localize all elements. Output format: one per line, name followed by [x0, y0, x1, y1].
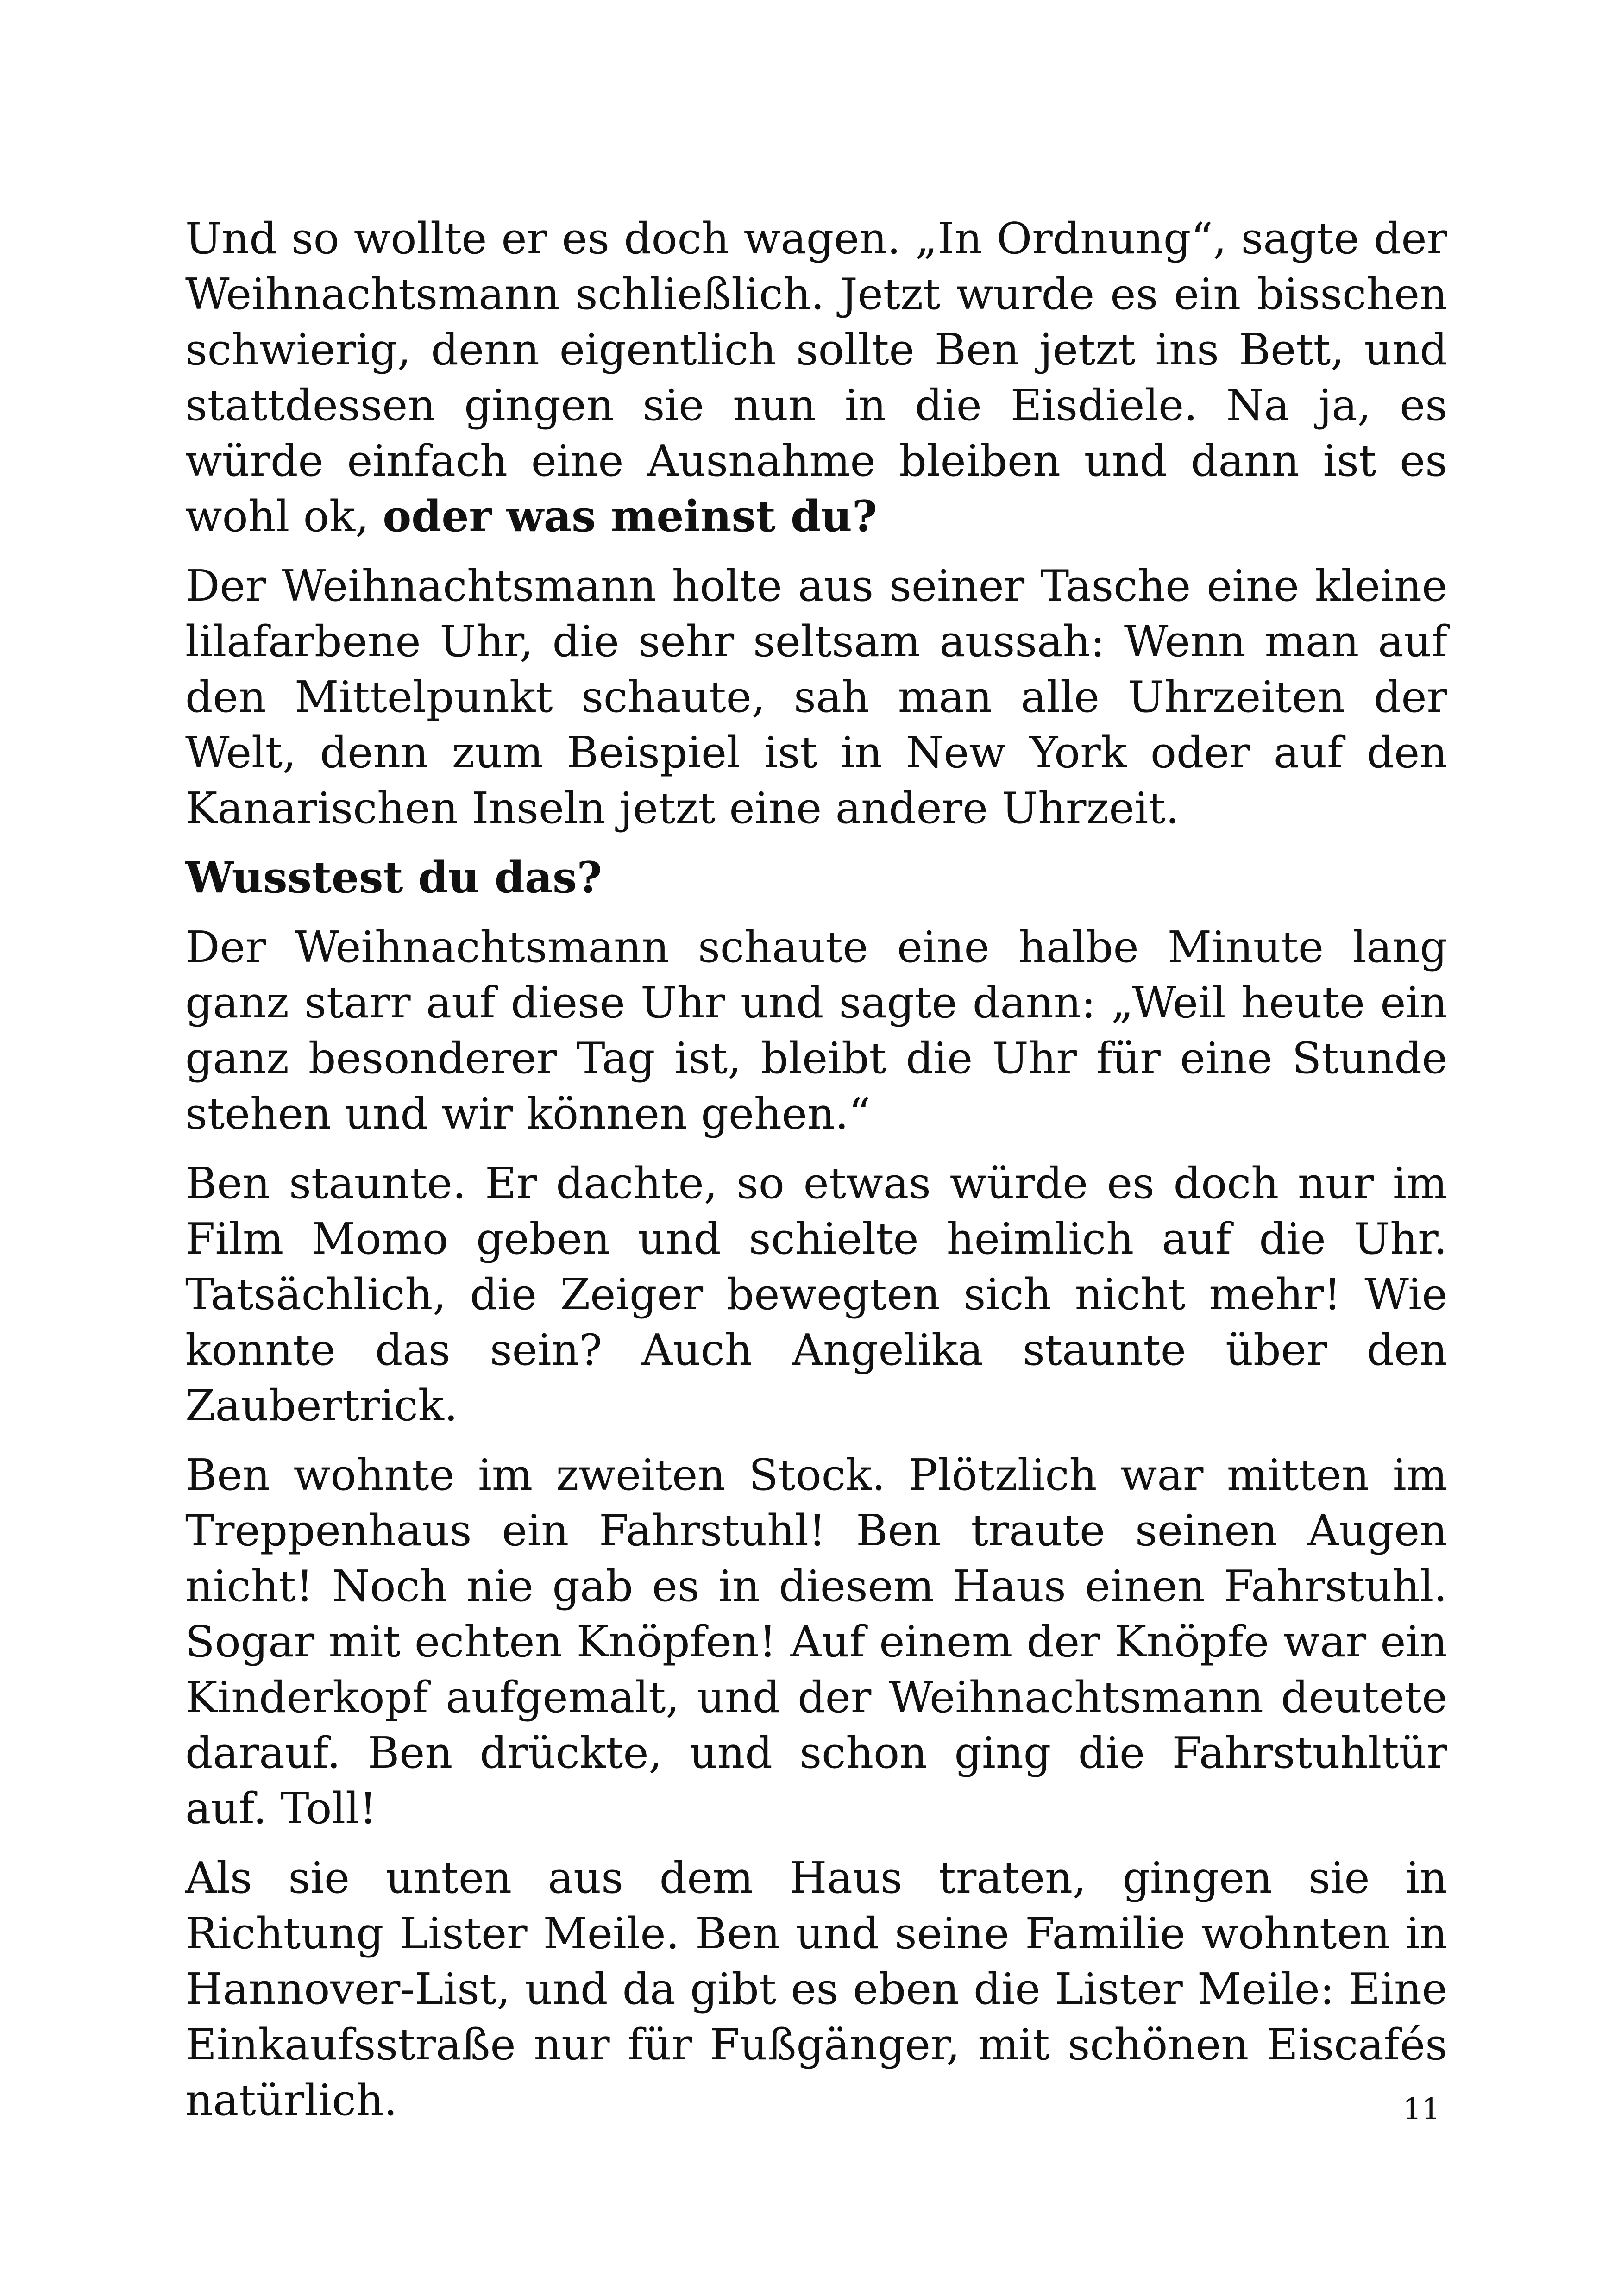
paragraph-5: Ben staunte. Er dachte, so etwas würde es doch nur im Film Momo geben und schielte heimlich auf die Uhr. Tatsächlich, die Zeiger bewegten sich nicht mehr! Wie konnte das sein? Auch Angelika staunte über den Zaubertrick. — [185, 1158, 1447, 1430]
paragraph-7: Als sie unten aus dem Haus traten, gingen sie in Richtung Lister Meile. Ben und seine Familie wohnten in Hannover-List, und da gibt es eben die Lister Meile: Eine Einkaufsstraße nur für Fußgänger, mit schönen Eiscafés natürlich. — [185, 1853, 1447, 2125]
paragraph-1-bold-question: oder was meinst du? — [383, 491, 878, 541]
paragraph-3-bold-question: Wusstest du das? — [185, 852, 602, 903]
page-number: 11 — [1402, 2092, 1440, 2127]
paragraph-6: Ben wohnte im zweiten Stock. Plötzlich war mitten im Treppenhaus ein Fahrstuhl! Ben traute seinen Augen nicht! Noch nie gab es in diesem Haus einen Fahrstuhl. Sogar mit echten Knöpfen! Auf einem der Knöpfe war ein Kinderkopf aufgemalt, und der Weihnachtsmann deutete darauf. Ben drückte, und schon ging die Fahrstuhltür auf. Toll! — [185, 1450, 1447, 1833]
paragraph-1-text: Und so wollte er es doch wagen. „In Ordnung“, sagte der Weihnachtsmann schließlich. Jetzt wurde es ein bisschen schwierig, denn eigentlich sollte Ben jetzt ins Bett, und stattdessen gingen sie nun in die Eisdiele. Na ja, es würde einfach eine Ausnahme bleiben und dann ist es wohl ok, — [185, 213, 1447, 541]
body-text — [185, 211, 1447, 2142]
paragraph-1 — [185, 211, 1447, 544]
paragraph-2: Der Weihnachtsmann holte aus seiner Tasche eine kleine lilafarbene Uhr, die sehr seltsam aussah: Wenn man auf den Mittelpunkt schaute, sah man alle Uhrzeiten der Welt, denn zum Beispiel ist in New York oder auf den Kanarischen Inseln jetzt eine andere Uhrzeit. — [185, 561, 1447, 833]
paragraph-4: Der Weihnachtsmann schaute eine halbe Minute lang ganz starr auf diese Uhr und sagte dann: „Weil heute ein ganz besonderer Tag ist, bleibt die Uhr für eine Stunde stehen und wir können gehen.“ — [185, 922, 1447, 1139]
